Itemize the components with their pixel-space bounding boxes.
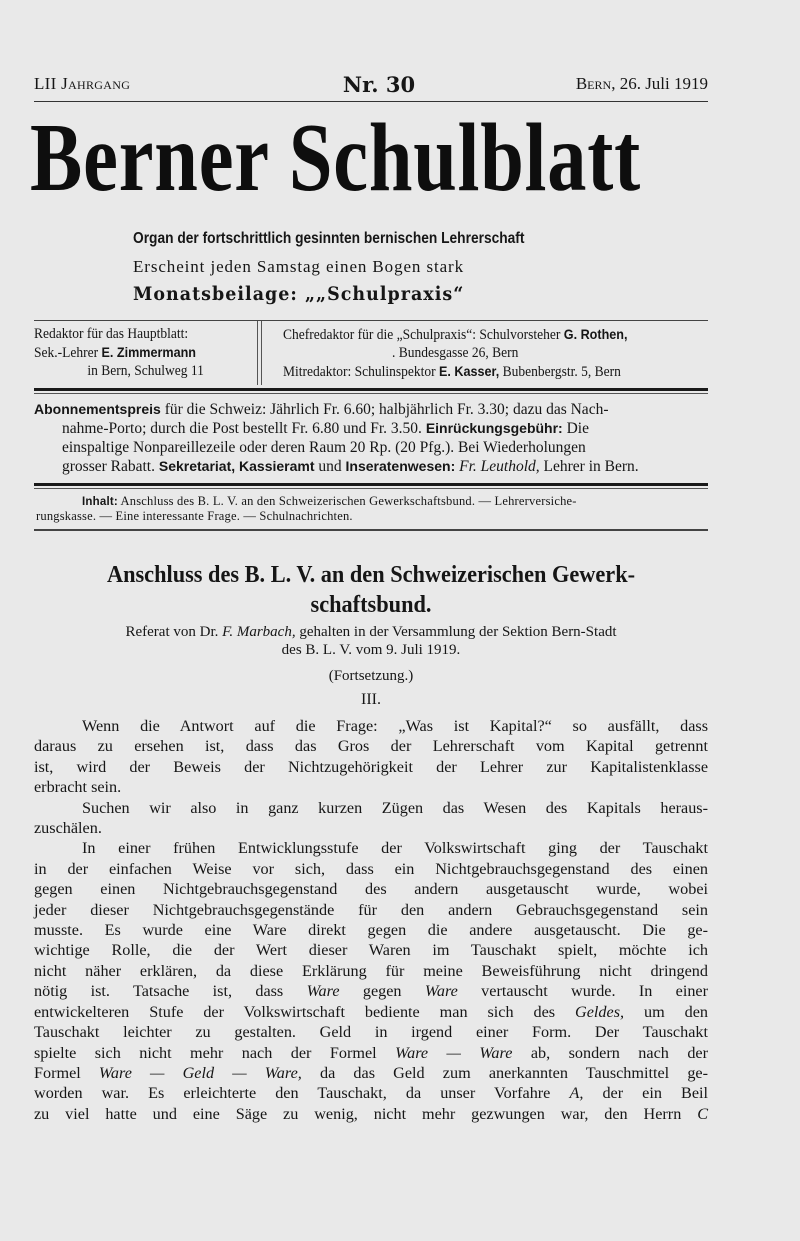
body-line: in der einfachen Weise vor sich, dass ein Nichtgebrauchsgegenstand des einen <box>34 859 708 878</box>
byline-text: gehalten in der Versammlung der Sektion Bern-Stadt <box>295 624 617 640</box>
body-line: daraus zu ersehen ist, dass das Gros der Lehrerschaft vom Kapital getrennt <box>34 737 708 756</box>
contact-name: Fr. Leuthold, <box>455 458 540 475</box>
table-of-contents <box>36 494 708 523</box>
contents-text: Anschluss des B. L. V. an den Schweizerischen Gewerkschaftsbund. — Lehrerversiche- <box>117 494 577 508</box>
divider <box>34 488 708 489</box>
section-number: III. <box>361 691 381 708</box>
secretariat-label: Sekretariat, Kassieramt <box>158 458 315 474</box>
contents-line: rungskasse. — Eine interessante Frage. — Schulnachrichten. <box>36 509 353 523</box>
subscription-line: einspaltige Nonpareillezeile oder deren Raum 20 Rp. (20 Pfg.). Bei Wiederholungen <box>62 439 586 456</box>
volume-label: LII Jahrgang <box>34 74 131 93</box>
contents-line <box>36 494 708 509</box>
body-text: spielte sich nicht mehr nach der Formel <box>34 1043 396 1062</box>
chief-editor-role: Chefredaktor für die „Schulpraxis“: Schulvorsteher <box>283 327 564 343</box>
divider <box>34 483 708 486</box>
body-text: vertauscht wurde. In einer <box>457 982 709 1001</box>
subscription-text: grosser Rabatt. <box>62 458 159 475</box>
chief-editor-line <box>283 325 627 344</box>
divider <box>34 388 708 391</box>
body-line <box>34 1043 708 1063</box>
body-line <box>34 1063 708 1083</box>
article-body <box>34 716 708 1124</box>
chief-editor-address: . Bundesgasse 26, Bern <box>392 345 519 361</box>
body-line: zuschälen. <box>34 819 102 838</box>
body-text: nötig ist. Tatsache ist, dass <box>34 982 307 1001</box>
chief-editor-name: G. Rothen, <box>563 326 628 342</box>
body-line: erbracht sein. <box>34 778 122 797</box>
divider <box>34 529 708 531</box>
emphasis: Ware <box>306 982 340 1001</box>
article-title-line: schaftsbund. <box>310 592 432 618</box>
date-text: , 26. Juli 1919 <box>611 74 708 93</box>
body-line: jeder dieser Nichtgebrauchsgegenstände für den andern Gebrauchsgegenstand sein <box>34 900 708 919</box>
body-text: entwickelteren Stufe der Volkswirtschaft bediente man sich des <box>34 1002 576 1021</box>
issue-number: Nr. 30 <box>342 72 416 97</box>
co-editor-role: Mitredaktor: Schulinspektor <box>283 364 439 380</box>
editor-main-address: in Bern, Schulweg 11 <box>87 363 204 379</box>
emphasis: Ware — Ware <box>395 1043 513 1062</box>
byline-line <box>34 623 708 641</box>
editor-title: Sek.-Lehrer <box>34 345 102 361</box>
byline-line: des B. L. V. vom 9. Juli 1919. <box>281 642 461 658</box>
frequency-note: Erscheint jeden Samstag einen Bogen stark <box>133 257 465 276</box>
body-line: wichtige Rolle, die der Wert dieser Waren im Tauschakt spielt, möchte ich <box>34 941 708 960</box>
place-name: Bern <box>575 74 612 93</box>
subscription-line <box>34 419 708 438</box>
body-text: um den <box>624 1002 708 1021</box>
body-line: musste. Es wurde eine Ware direkt gegen die andere ausgetauscht. Die ge- <box>34 921 708 940</box>
body-line: In einer frühen Entwicklungsstufe der Volkswirtschaft ging der Tauschakt <box>82 839 708 858</box>
body-line: gegen einen Nichtgebrauchsgegenstand des andern ausgetauscht wurde, wobei <box>34 880 708 899</box>
co-editor-name: E. Kasser, <box>438 363 500 379</box>
co-editor-address: Bubenbergstr. 5, Bern <box>499 364 621 380</box>
subscription-line <box>34 457 708 476</box>
divider <box>34 320 708 321</box>
body-line <box>34 1083 708 1103</box>
emphasis: Geldes, <box>575 1002 625 1021</box>
body-line: nicht näher erklären, da diese Erklärung für meine Beweisführung nicht dringend <box>34 961 708 980</box>
issue-date <box>576 74 708 94</box>
body-line: Suchen wir also in ganz kurzen Zügen das Wesen des Kapitals heraus- <box>82 798 708 817</box>
editor-name: E. Zimmermann <box>101 344 196 360</box>
subscription-text: für die Schweiz: Jährlich Fr. 6.60; halbjährlich Fr. 3.30; dazu das Nach- <box>160 401 609 418</box>
body-line <box>34 1002 708 1022</box>
body-line <box>34 1104 708 1124</box>
divider <box>34 393 708 394</box>
subscription-text: nahme-Porto; durch die Post bestellt Fr. 6.80 und Fr. 3.50. <box>62 420 426 437</box>
body-text: ab, sondern nach der <box>512 1043 708 1062</box>
co-editor-line <box>283 362 627 381</box>
insertion-fee-label: Einrückungsgebühr: <box>425 420 563 436</box>
editor-main-role: Redaktor für das Hauptblatt: <box>34 326 189 342</box>
continuation-note: (Fortsetzung.) <box>328 668 414 684</box>
subscription-text: Lehrer in Bern. <box>539 458 639 475</box>
editor-supplement <box>283 325 627 381</box>
emphasis: A, <box>569 1084 584 1103</box>
body-text: gegen <box>339 982 425 1001</box>
author-name: F. Marbach, <box>222 624 296 640</box>
body-text: der ein Beil <box>583 1084 708 1103</box>
subscription-text: Die <box>562 420 589 437</box>
advertising-label: Inseratenwesen: <box>345 458 456 474</box>
subscription-label: Abonnementspreis <box>34 401 161 417</box>
emphasis: Ware — Geld — Ware, <box>98 1063 302 1082</box>
body-line: Wenn die Antwort auf die Frage: „Was ist Kapital?“ so ausfällt, dass <box>82 717 708 735</box>
body-line: Tauschakt leichter zu gestalten. Geld in irgend einer Form. Der Tauschakt <box>34 1023 708 1042</box>
masthead-topline <box>34 72 708 96</box>
editor-main <box>34 325 257 380</box>
body-text: worden war. Es erleichterte den Tauschakt, da unser Vorfahre <box>34 1084 570 1103</box>
article-title <box>58 560 685 620</box>
byline-text: Referat von Dr. <box>125 624 223 640</box>
emphasis: Ware <box>424 982 458 1001</box>
body-line <box>34 981 708 1001</box>
subtitle: Organ der fortschrittlich gesinnten bernischen Lehrerschaft <box>133 230 525 247</box>
body-line: ist, wird der Beweis der Nichtzugehörigkeit der Lehrer zur Kapitalistenklasse <box>34 757 708 776</box>
contents-label: Inhalt: <box>82 496 118 508</box>
supplement-note: Monatsbeilage: „„Schulpraxis“ <box>133 283 465 305</box>
vertical-divider <box>257 321 262 385</box>
emphasis: C <box>697 1104 708 1123</box>
subscription-info <box>34 400 708 476</box>
editor-main-name-line <box>34 343 257 362</box>
body-text: Formel <box>34 1063 99 1082</box>
article-byline <box>34 623 708 659</box>
subscription-line <box>34 400 708 419</box>
subscription-text: und <box>314 458 346 475</box>
body-text: da das Geld zum anerkannten Tauschmittel ge- <box>301 1063 709 1082</box>
body-text: zu viel hatte und eine Säge zu wenig, nicht mehr gezwungen war, den Herrn <box>34 1104 698 1123</box>
article-title-line: Anschluss des B. L. V. an den Schweizerischen Gewerk- <box>106 562 636 588</box>
divider <box>34 101 708 102</box>
newspaper-title: Berner Schulblatt <box>30 104 642 212</box>
